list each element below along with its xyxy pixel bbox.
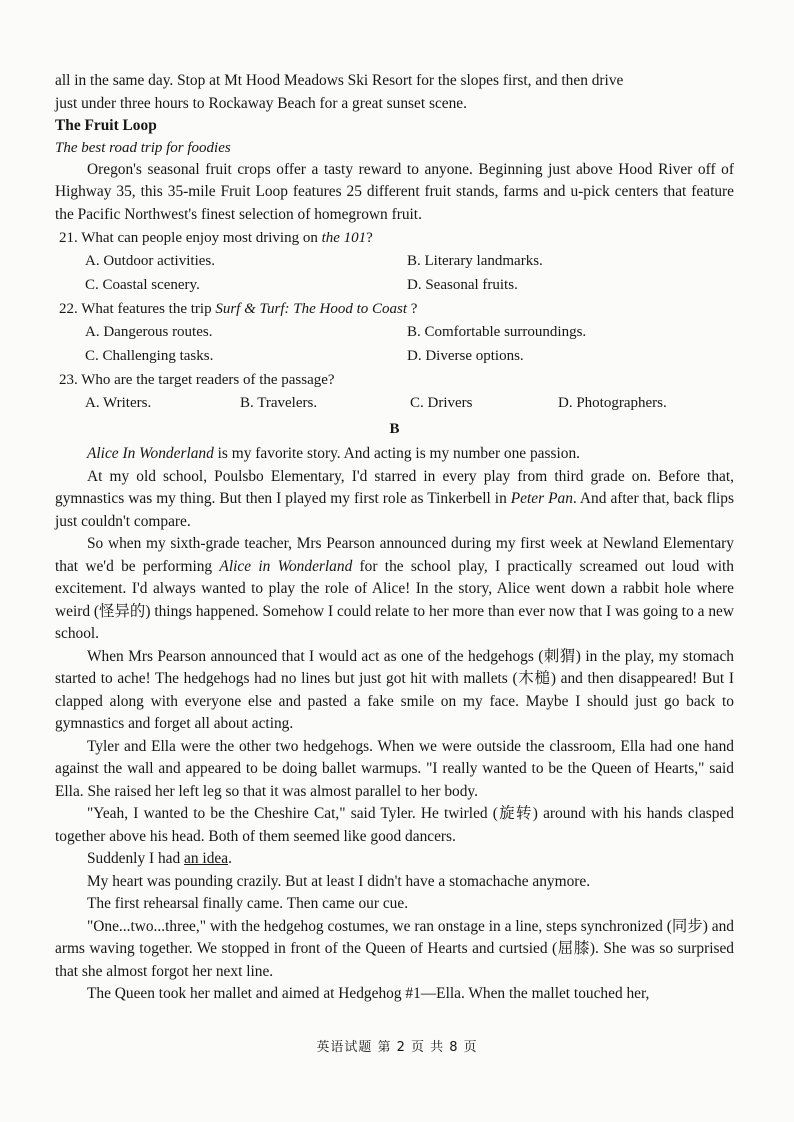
underlined-an-idea: an idea [184, 850, 229, 867]
option-23-d: D. Photographers. [558, 395, 667, 411]
fruit-loop-body: Oregon's seasonal fruit crops offer a tasty reward to anyone. Beginning just above Hood River off of Highway 35, this 35-mile Fruit Loop features 25 different fruit stands, farms and u-pick centers that feature the Pacific Northwest's finest selection of homegrown fruit. [55, 160, 734, 223]
story-paragraph-10: "One...two...three," with the hedgehog costumes, we ran onstage in a line, steps synchronized (同步) and arms waving together. We stopped in front of the Queen of Hearts and curtsied (屈膝). She was so surprised that she almost forgot her next line. [55, 917, 734, 980]
option-22-a: A. Dangerous routes. [85, 324, 213, 340]
option-21-b: B. Literary landmarks. [407, 253, 543, 269]
intro-line-2: just under three hours to Rockaway Beach for a great sunset scene. [55, 94, 467, 112]
story-paragraph-7: Suddenly I had an idea. [87, 850, 232, 867]
option-23-b: B. Travelers. [240, 395, 318, 411]
story-paragraph-6: "Yeah, I wanted to be the Cheshire Cat," said Tyler. He twirled (旋转) around with his hands clasped together above his head. Both of them seemed like good dancers. [55, 805, 734, 845]
story-paragraph-3: So when my sixth-grade teacher, Mrs Pearson announced during my first week at Newland Elementary that we'd be performing Alice in Wonderland for the school play, I practically screamed out loud with excitement. I'd always wanted to play the role of Alice! In the story, Alice went down a rabbit hole where weird (怪异的) things happened. Somehow I could relate to her more than ever now that I was going to a new school. [55, 535, 734, 642]
option-21-c: C. Coastal scenery. [85, 277, 200, 293]
option-22-b: B. Comfortable surroundings. [407, 324, 587, 340]
section-b-label: B [389, 421, 400, 437]
fruit-loop-title: The Fruit Loop [55, 117, 157, 134]
option-22-c: C. Challenging tasks. [85, 348, 214, 364]
question-21: 21. What can people enjoy most driving on the 101? [59, 230, 373, 246]
question-23-options [85, 391, 734, 415]
story-paragraph-8: My heart was pounding crazily. But at least I didn't have a stomachache anymore. [87, 872, 591, 890]
question-23: 23. Who are the target readers of the passage? [59, 372, 335, 388]
fruit-loop-subtitle: The best road trip for foodies [55, 139, 231, 156]
intro-line-1: all in the same day. Stop at Mt Hood Meadows Ski Resort for the slopes first, and then drive [55, 72, 624, 89]
option-22-d: D. Diverse options. [407, 348, 524, 364]
option-23-a: A. Writers. [85, 395, 152, 411]
story-paragraph-4: When Mrs Pearson announced that I would act as one of the hedgehogs (刺猬) in the play, my stomach started to ache! The hedgehogs had no lines but just got hit with mallets (木槌) and then disappeared! But I clapped along with everyone else and pasted a fake smile on my face. Maybe I should just go back to gymnastics and forget all about acting. [55, 647, 734, 732]
story-paragraph-5: Tyler and Ella were the other two hedgehogs. When we were outside the classroom, Ella had one hand against the wall and appeared to be doing ballet warmups. "I really wanted to be the Queen of Hearts," said Ella. She raised her left leg so that it was almost parallel to her body. [55, 737, 734, 800]
page-footer: 英语试题 第 2 页 共 8 页 [316, 1040, 478, 1055]
story-paragraph-1: Alice In Wonderland is my favorite story. And acting is my number one passion. [87, 445, 581, 462]
question-22-options [85, 320, 734, 368]
story-paragraph-2: At my old school, Poulsbo Elementary, I'd starred in every play from third grade on. Before that, gymnastics was my thing. But then I played my first role as Tinkerbell in Peter Pan. And after that, back flips just couldn't compare. [55, 467, 734, 530]
option-23-c: C. Drivers [410, 395, 473, 411]
question-22: 22. What features the trip Surf & Turf: The Hood to Coast ? [59, 301, 418, 317]
question-21-options [85, 249, 734, 297]
story-paragraph-9: The first rehearsal finally came. Then came our cue. [87, 895, 409, 912]
story-paragraph-11: The Queen took her mallet and aimed at Hedgehog #1—Ella. When the mallet touched her, [87, 985, 650, 1002]
option-21-a: A. Outdoor activities. [85, 253, 215, 269]
option-21-d: D. Seasonal fruits. [407, 277, 518, 293]
